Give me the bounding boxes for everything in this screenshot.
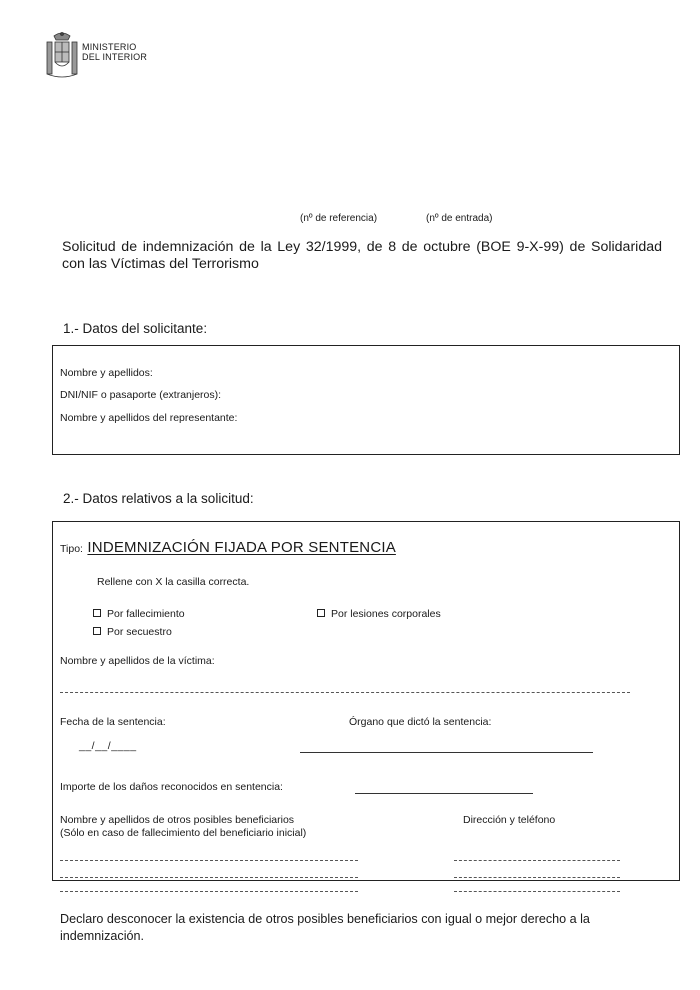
reference-number-label: (nº de referencia) <box>300 213 378 224</box>
ministry-line-2: DEL INTERIOR <box>82 52 148 62</box>
court-label: Órgano que dictó la sentencia: <box>349 716 492 728</box>
instruction-text: Rellene con X la casilla correcta. <box>97 576 250 588</box>
sentence-date-field[interactable]: __/__/____ <box>79 740 137 752</box>
checkbox-lesiones[interactable] <box>317 609 325 617</box>
section1-heading: 1.- Datos del solicitante: <box>63 321 208 336</box>
declaration-text: Declaro desconocer la existencia de otros posibles beneficiarios con igual o mejor derecho a la indemnización. <box>60 912 590 943</box>
checkbox-fallecimiento[interactable] <box>93 609 101 617</box>
sentence-date-label: Fecha de la sentencia: <box>60 716 166 728</box>
document-title: Solicitud de indemnización de la Ley 32/1999, de 8 de octubre (BOE 9-X-99) de Solidaridad con las Víctimas del Terrorismo <box>62 239 662 272</box>
applicant-name-label: Nombre y apellidos: <box>60 367 153 379</box>
victim-name-line[interactable] <box>60 692 630 693</box>
option-fallecimiento[interactable] <box>93 608 185 620</box>
option-lesiones[interactable] <box>317 608 441 620</box>
option-secuestro[interactable] <box>93 626 172 638</box>
beneficiaries-label: Nombre y apellidos de otros posibles beneficiarios <box>60 814 295 826</box>
address-line-3[interactable] <box>454 891 620 892</box>
option-fallecimiento-label: Por fallecimiento <box>107 608 185 620</box>
applicant-data-box <box>52 345 680 455</box>
damages-amount-label: Importe de los daños reconocidos en sentencia: <box>60 781 283 793</box>
tipo-value: INDEMNIZACIÓN FIJADA POR SENTENCIA <box>87 539 396 556</box>
coat-of-arms-logo <box>44 30 80 82</box>
entry-number-label: (nº de entrada) <box>426 213 493 224</box>
beneficiary-line-1[interactable] <box>60 860 358 861</box>
representative-name-label: Nombre y apellidos del representante: <box>60 412 238 424</box>
address-phone-label: Dirección y teléfono <box>463 814 556 826</box>
beneficiary-line-2[interactable] <box>60 877 358 878</box>
option-lesiones-label: Por lesiones corporales <box>331 608 441 620</box>
request-data-box <box>52 521 680 881</box>
section2-heading: 2.- Datos relativos a la solicitud: <box>63 491 254 506</box>
damages-amount-line[interactable] <box>355 793 533 794</box>
ministry-line-1: MINISTERIO <box>82 42 137 52</box>
beneficiary-line-3[interactable] <box>60 891 358 892</box>
address-line-1[interactable] <box>454 860 620 861</box>
applicant-dni-label: DNI/NIF o pasaporte (extranjeros): <box>60 389 222 401</box>
beneficiaries-note: (Sólo en caso de fallecimiento del beneficiario inicial) <box>60 827 307 839</box>
ministry-name <box>82 42 147 62</box>
court-line[interactable] <box>300 752 593 753</box>
address-line-2[interactable] <box>454 877 620 878</box>
option-secuestro-label: Por secuestro <box>107 626 172 638</box>
checkbox-secuestro[interactable] <box>93 627 101 635</box>
victim-name-label: Nombre y apellidos de la víctima: <box>60 655 215 667</box>
tipo-row <box>60 539 396 557</box>
tipo-label: Tipo: <box>60 543 83 555</box>
